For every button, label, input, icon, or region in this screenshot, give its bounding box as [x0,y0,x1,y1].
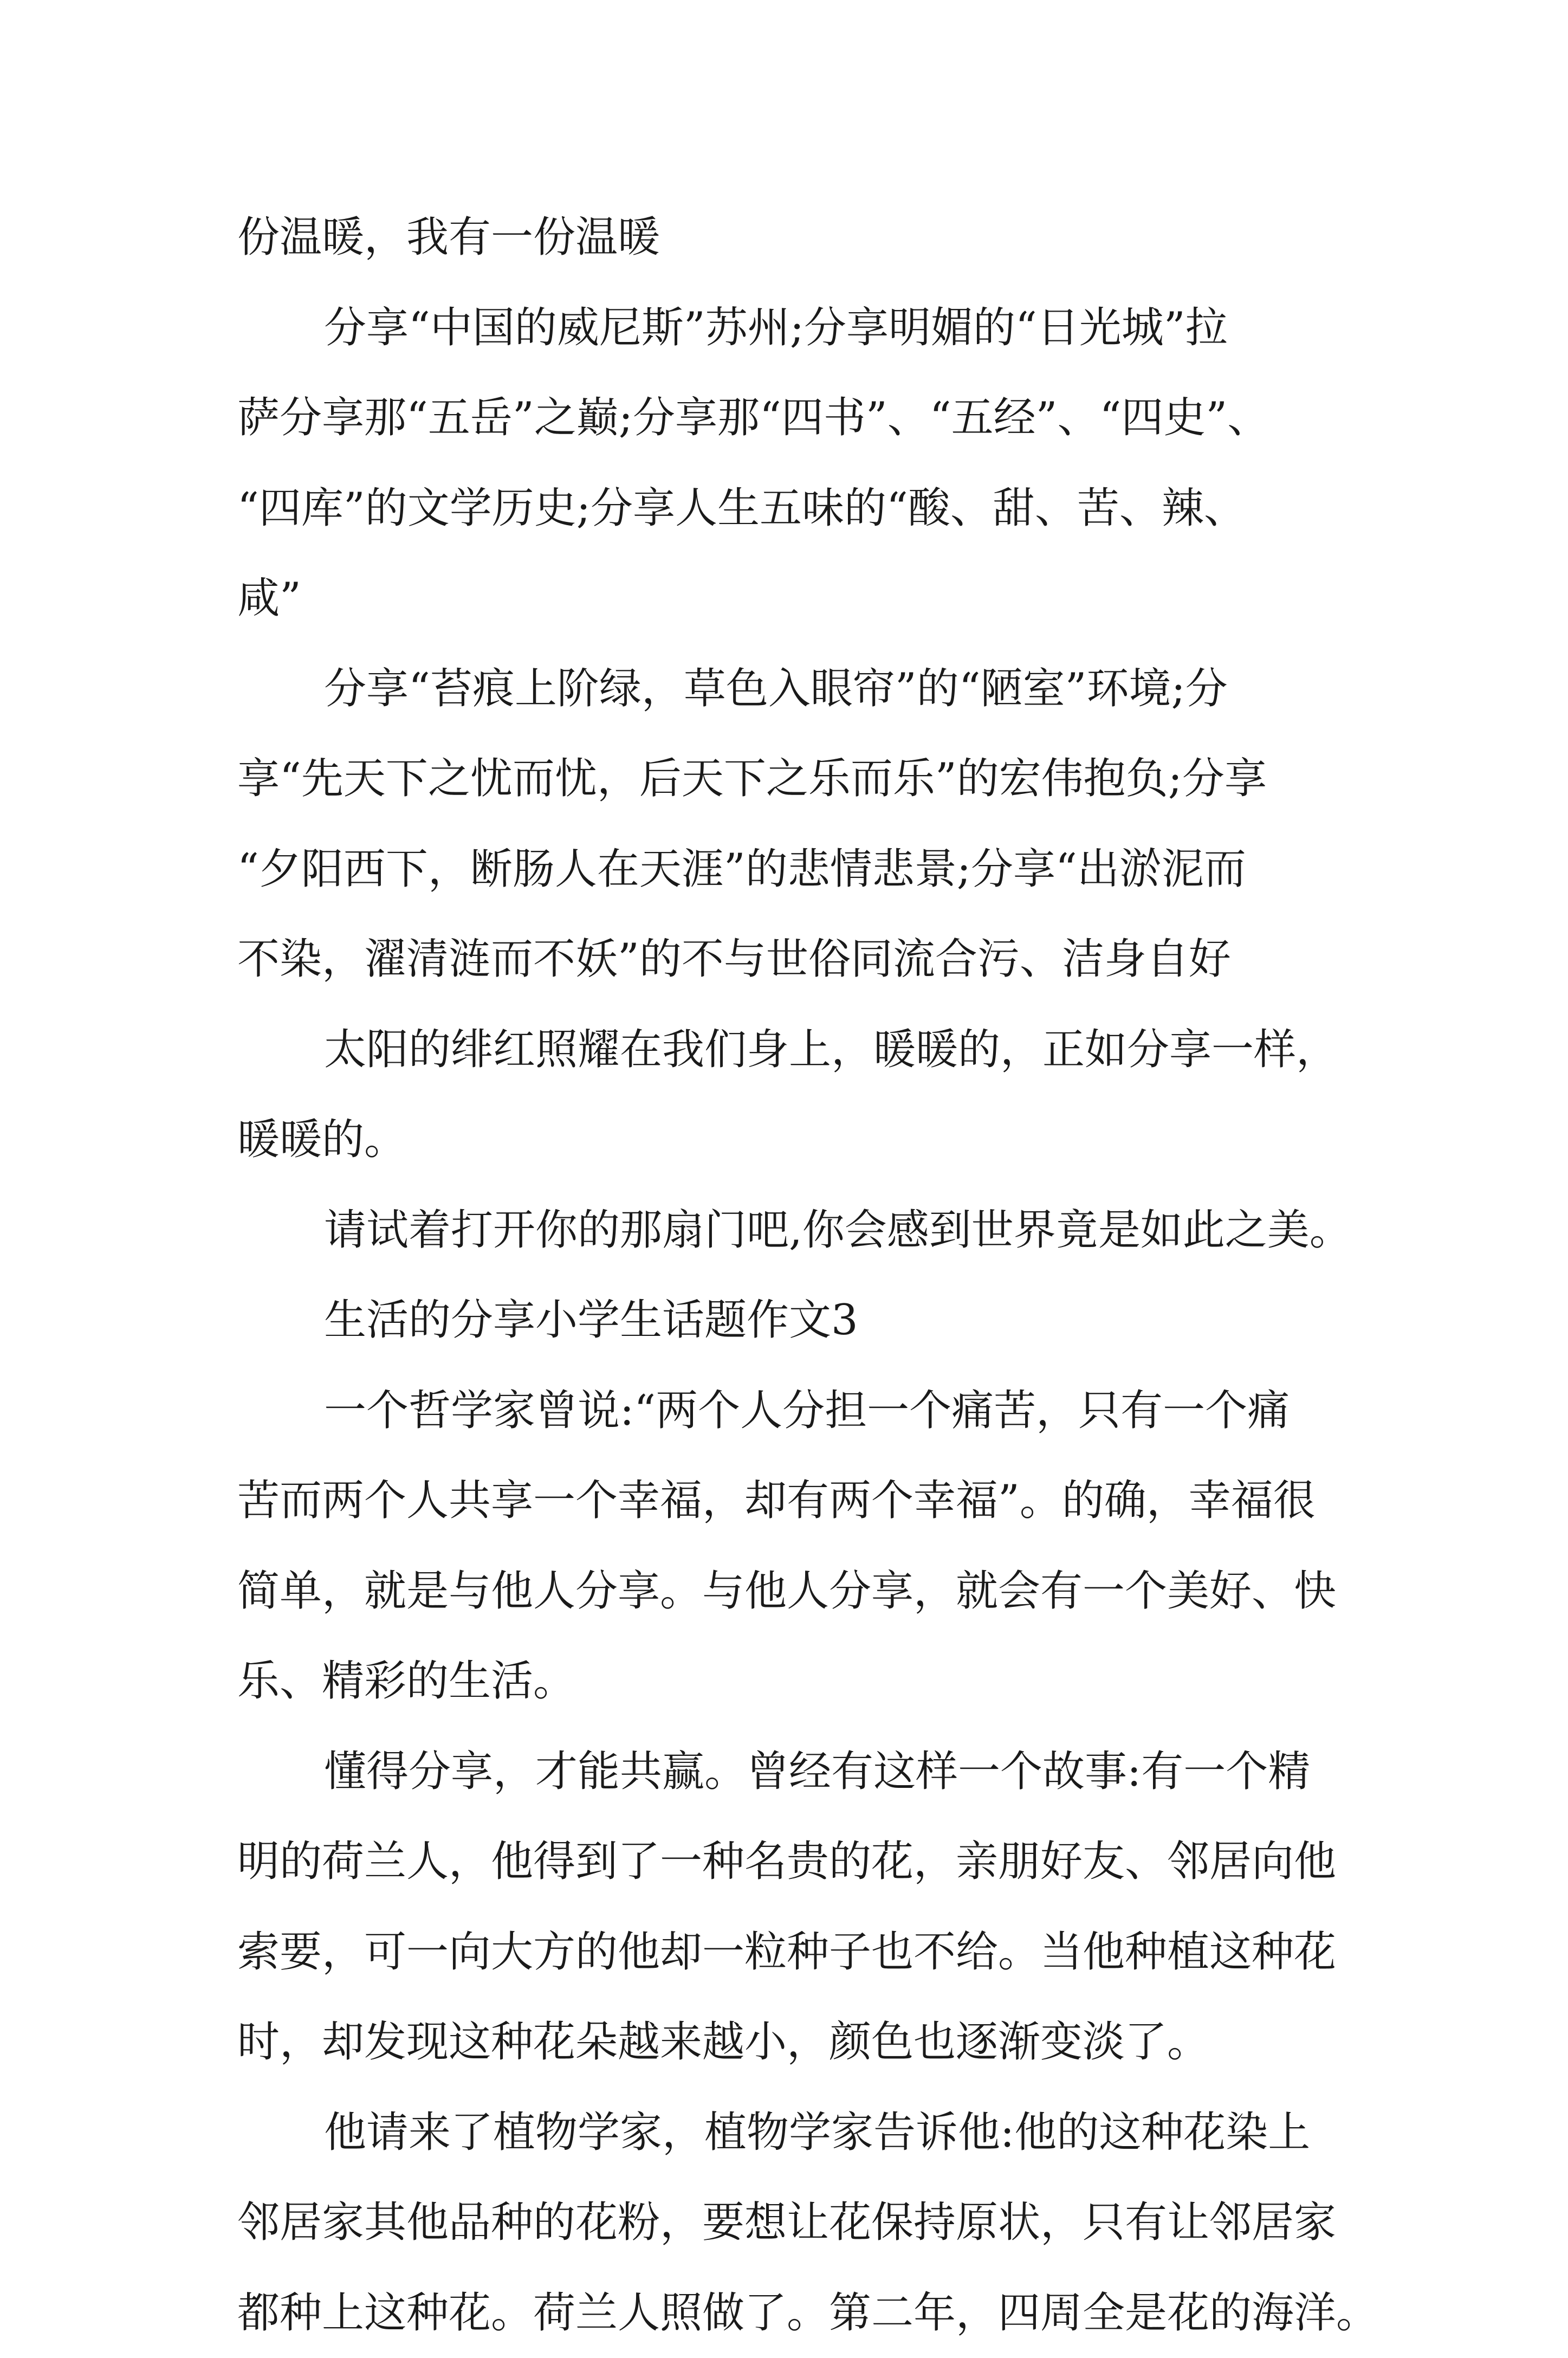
text-line: 时，却发现这种花朵越来越小，颜色也逐渐变淡了。 [237,1997,1343,2088]
text-line: 萨分享那“五岳”之巅;分享那“四书”、“五经”、“四史”、 [237,373,1343,463]
text-line: 不染，濯清涟而不妖”的不与世俗同流合污、洁身自好 [237,914,1343,1005]
text-line: 简单，就是与他人分享。与他人分享，就会有一个美好、快 [237,1546,1343,1637]
text-line: 咸” [237,553,1343,644]
text-line: 邻居家其他品种的花粉，要想让花保持原状，只有让邻居家 [237,2178,1343,2268]
text-line: 暖暖的。 [237,1095,1343,1185]
text-line: 索要，可一向大方的他却一粒种子也不给。当他种植这种花 [237,1907,1343,1998]
body-text [237,192,1343,2358]
text-line: 太阳的绯红照耀在我们身上，暖暖的，正如分享一样， [237,1005,1343,1095]
text-line: 享“先天下之忧而忧，后天下之乐而乐”的宏伟抱负;分享 [237,734,1343,824]
text-line: 明的荷兰人，他得到了一种名贵的花，亲朋好友、邻居向他 [237,1817,1343,1907]
text-line: 他请来了植物学家，植物学家告诉他:他的这种花染上 [237,2088,1343,2178]
text-line: 苦而两个人共享一个幸福，却有两个幸福”。的确，幸福很 [237,1456,1343,1546]
text-line: 一个哲学家曾说:“两个人分担一个痛苦，只有一个痛 [237,1366,1343,1456]
text-line: “四库”的文学历史;分享人生五味的“酸、甜、苦、辣、 [237,463,1343,554]
text-line: 都种上这种花。荷兰人照做了。第二年，四周全是花的海洋。 [237,2268,1343,2358]
text-line: 分享“苔痕上阶绿，草色入眼帘”的“陋室”环境;分 [237,644,1343,734]
text-line: 乐、精彩的生活。 [237,1636,1343,1727]
text-line: 请试着打开你的那扇门吧,你会感到世界竟是如此之美。 [237,1185,1343,1276]
text-line: 懂得分享，才能共赢。曾经有这样一个故事:有一个精 [237,1727,1343,1817]
text-line: “夕阳西下，断肠人在天涯”的悲情悲景;分享“出淤泥而 [237,824,1343,915]
text-line: 分享“中国的威尼斯”苏州;分享明媚的“日光城”拉 [237,283,1343,373]
text-line: 份温暖，我有一份温暖 [237,192,1343,283]
section-heading: 生活的分享小学生话题作文3 [237,1275,1343,1366]
